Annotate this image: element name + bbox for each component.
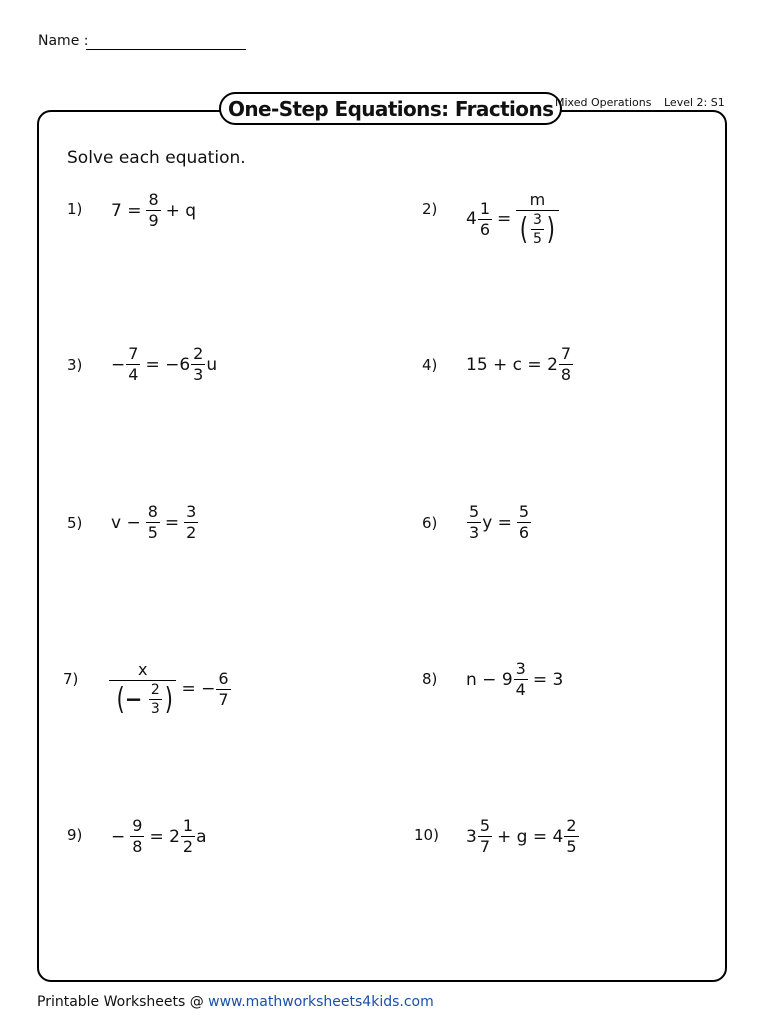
equation-7: x (− $\frac{2}{3}$ ) = − $\frac{6}{7}$ — [108, 662, 232, 716]
fraction: $\frac{2}{5}$ — [566, 816, 577, 856]
fraction: $\frac{8}{5}$ — [147, 502, 158, 542]
name-blank-line[interactable] — [86, 49, 246, 50]
equation-10: 3 $\frac{5}{7}$ + g = 4 $\frac{2}{5}$ — [466, 816, 577, 856]
fraction: $\frac{8}{9}$ — [148, 190, 159, 230]
fraction: $\frac{3}{2}$ — [186, 502, 197, 542]
instructions: Solve each equation. — [67, 148, 246, 168]
equation-9: − $\frac{9}{8}$ = 2 $\frac{1}{2}$ a — [111, 816, 207, 856]
equation-5: v − $\frac{8}{5}$ = $\frac{3}{2}$ — [111, 502, 197, 542]
fraction: $\frac{7}{4}$ — [128, 344, 139, 384]
problem-number: 10) — [414, 826, 439, 844]
equation-8: n − 9 $\frac{3}{4}$ = 3 — [466, 659, 564, 699]
problem-number: 5) — [67, 514, 83, 532]
equation-4: 15 + c = 2 $\frac{7}{8}$ — [466, 344, 572, 384]
category-label: Mixed Operations — [555, 96, 652, 109]
equation-1: 7 = $\frac{8}{9}$ + q — [111, 190, 197, 230]
fraction: x (− $\frac{2}{3}$ ) — [109, 662, 176, 716]
problem-number: 7) — [63, 670, 79, 688]
footer — [37, 994, 434, 1010]
problem-number: 2) — [422, 200, 438, 218]
page-title: One-Step Equations: Fractions — [228, 96, 554, 121]
fraction: $\frac{7}{8}$ — [560, 344, 572, 384]
problem-number: 8) — [422, 670, 438, 688]
footer-label: Printable Worksheets @ — [37, 994, 209, 1010]
problem-number: 3) — [67, 356, 83, 374]
fraction: $\frac{9}{8}$ — [132, 816, 143, 856]
equation-2: 4 $\frac{1}{6}$ = m ( $\frac{3}{5}$ ) — [466, 192, 560, 246]
fraction: $\frac{5}{3}$ — [469, 502, 480, 542]
fraction: $\frac{5}{6}$ — [518, 502, 530, 542]
problem-number: 4) — [422, 356, 438, 374]
name-label: Name : — [38, 33, 89, 49]
level-label: Level 2: S1 — [664, 96, 725, 109]
fraction: $\frac{1}{6}$ — [479, 198, 491, 239]
fraction: $\frac{2}{3}$ — [193, 344, 204, 384]
fraction: $\frac{6}{7}$ — [218, 668, 229, 709]
fraction: m ( $\frac{3}{5}$ ) — [516, 192, 558, 246]
problem-number: 6) — [422, 514, 438, 532]
title-banner — [219, 92, 562, 125]
problem-number: 1) — [67, 200, 83, 218]
equation-3: − $\frac{7}{4}$ = −6 $\frac{2}{3}$ u — [111, 344, 218, 384]
footer-link[interactable]: www.mathworksheets4kids.com — [208, 994, 434, 1010]
problem-number: 9) — [67, 826, 83, 844]
fraction: $\frac{1}{2}$ — [182, 816, 194, 856]
fraction: $\frac{3}{4}$ — [515, 659, 526, 699]
fraction: $\frac{5}{7}$ — [479, 816, 491, 856]
equation-6: $\frac{5}{3}$ y = $\frac{5}{6}$ — [469, 502, 530, 542]
